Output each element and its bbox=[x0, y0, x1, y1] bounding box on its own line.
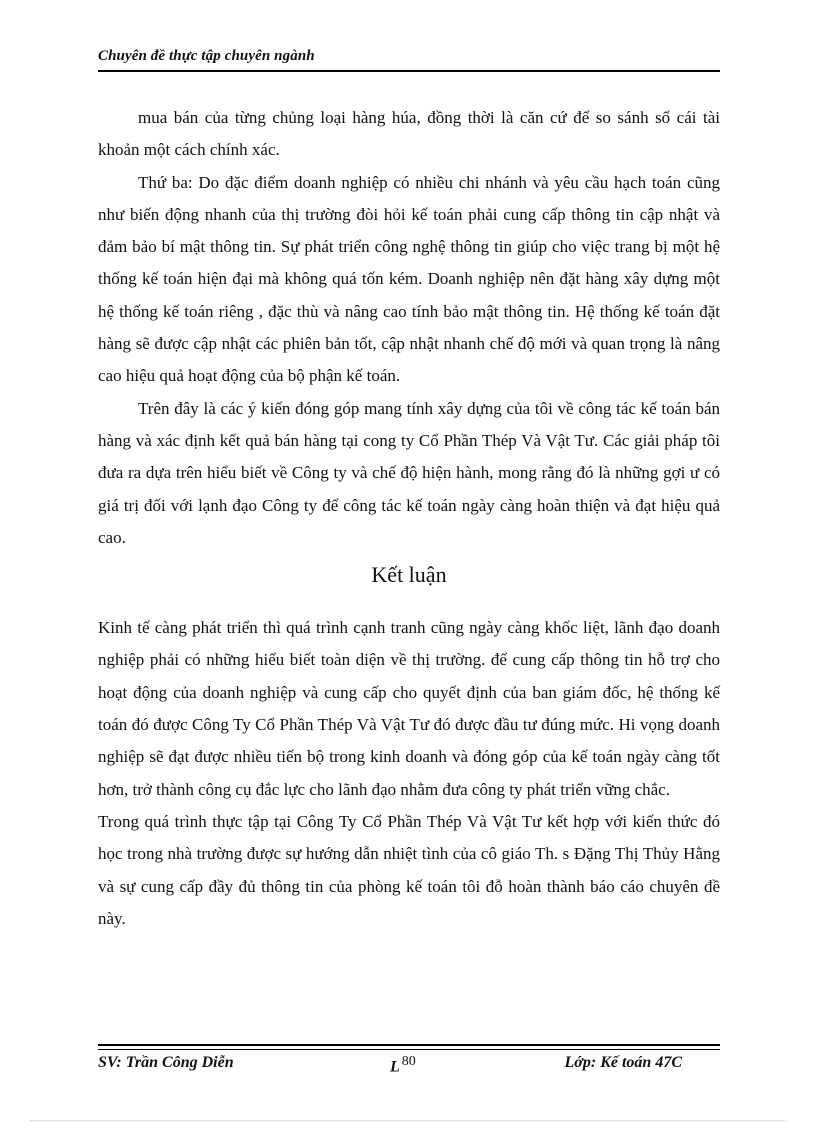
footer-page-number: 80 bbox=[401, 1054, 416, 1069]
spacer bbox=[98, 598, 720, 612]
footer-class: Lớp: Kế toán 47C bbox=[564, 1054, 682, 1071]
footer-student: SV: Trần Công Diễn bbox=[98, 1054, 234, 1071]
paragraph-third-point: Thứ ba: Do đặc điểm doanh nghiệp có nhiều chi nhánh và yêu cầu hạch toán cũng như biến động nhanh của thị trường đòi hỏi kế toán phải cung cấp thông tin cập nhật và đảm bảo bí mật thông tin. Sự phát triển công nghệ thông tin giúp cho việc trang bị một hệ thống kế toán hiện đại mà không quá tốn kém. Doanh nghiệp nên đặt hàng xây dựng một hệ thống kế toán riêng , đặc thù và nâng cao tính bảo mật thông tin. Hệ thống kế toán đặt hàng sẽ được cập nhật các phiên bản tốt, cập nhật nhanh chế độ mới và quan trọng là nâng cao hiệu quả hoạt động của bộ phận kế toán. bbox=[98, 172, 720, 386]
page-header bbox=[98, 48, 720, 65]
page-edge-dotline bbox=[30, 1120, 786, 1121]
document-body bbox=[98, 102, 720, 935]
header-title: Chuyên đề thực tập chuyên ngành bbox=[98, 48, 315, 64]
footer-rule-top bbox=[98, 1044, 720, 1046]
footer-row bbox=[98, 1054, 720, 1078]
footer-page-letter: L bbox=[390, 1058, 400, 1076]
paragraph-summary: Trên đây là các ý kiến đóng góp mang tính xây dựng của tôi về công tác kế toán bán hàng và xác định kết quả bán hàng tại cong ty Cổ Phần Thép Và Vật Tư. Các giải pháp tôi đưa ra dựa trên hiểu biết về Công ty và chế độ hiện hành, mong rằng đó là những gợi ư có giá trị đối với lạnh đạo Công ty để công tác kế toán ngày càng hoàn thiện và đạt hiệu quả cao. bbox=[98, 398, 720, 547]
conclusion-heading: Kết luận bbox=[371, 562, 447, 588]
conclusion-paragraph-2: Trong quá trình thực tập tại Công Ty Cổ Phần Thép Và Vật Tư kết hợp với kiến thức đó học trong nhà trường được sự hướng dẫn nhiệt tình của cô giáo Th. s Đặng Thị Thủy Hằng và sự cung cấp đầy đủ thông tin của phòng kế toán tôi đỗ hoàn thành báo cáo chuyên đề này. bbox=[98, 811, 720, 928]
footer-page bbox=[390, 1054, 416, 1076]
conclusion-paragraph-1: Kinh tế càng phát triển thì quá trình cạnh tranh cũng ngày càng khốc liệt, lãnh đạo doanh nghiệp phải có những hiểu biết toàn diện về thị trường. để cung cấp thông tin hỗ trợ cho hoạt động của doanh nghiệp và cung cấp cho quyết định của ban giám đốc, hệ thống kế toán đó được Công Ty Cổ Phần Thép Và Vật Tư đó được đầu tư đúng mức. Hi vọng doanh nghiệp sẽ đạt được nhiều tiến bộ trong kinh doanh và đóng góp của kế toán ngày càng tốt hơn, trở thành công cụ đắc lực cho lãnh đạo nhằm đưa công ty phát triển vững chắc. bbox=[98, 618, 720, 799]
header-rule bbox=[98, 70, 720, 72]
footer-rule-bottom bbox=[98, 1049, 720, 1050]
paragraph-continuation: mua bán của từng chủng loại hàng húa, đồng thời là căn cứ để so sánh sổ cái tài khoản một cách chính xác. bbox=[98, 108, 720, 160]
